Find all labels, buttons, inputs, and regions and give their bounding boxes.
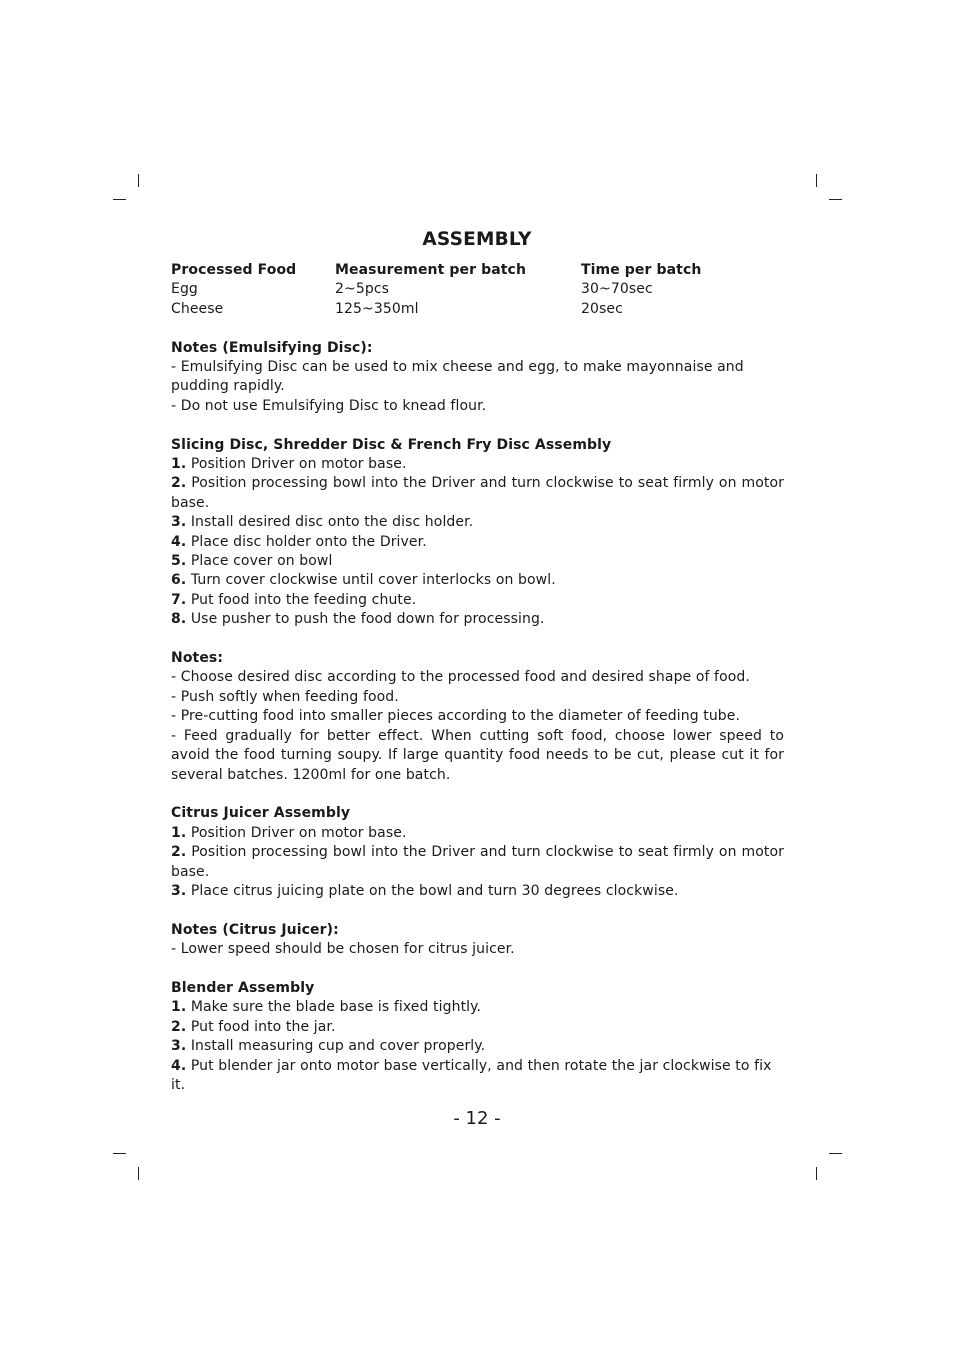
table-header: Time per batch	[581, 262, 702, 278]
step-number: 2.	[171, 844, 187, 861]
note-item: - Feed gradually for better effect. When cutting soft food, choose lower speed to avoid the food turning soupy. If large quantity food needs to be cut, please cut it for several batches. 1200ml for one batch.	[171, 727, 784, 783]
section-heading: Notes:	[171, 650, 224, 667]
crop-mark	[138, 174, 139, 187]
step-text: Turn cover clockwise until cover interlocks on bowl.	[190, 572, 556, 589]
step-number: 2.	[171, 1018, 187, 1035]
page-number: - 12 -	[453, 1108, 501, 1129]
notes-emulsifying-section	[171, 339, 784, 417]
step-text: Put food into the feeding chute.	[190, 591, 417, 608]
note-item: - Choose desired disc according to the processed food and desired shape of food.	[171, 669, 750, 686]
step-text: Make sure the blade base is fixed tightly.	[190, 999, 482, 1016]
table-cell: Cheese	[171, 300, 224, 317]
step-text: Install desired disc onto the disc holder.	[190, 514, 474, 531]
step-item	[171, 455, 784, 474]
step-number: 3.	[171, 1038, 187, 1055]
table-row	[171, 300, 784, 319]
note-item: - Push softly when feeding food.	[171, 688, 399, 705]
citrus-assembly-section	[171, 804, 784, 901]
crop-mark	[138, 1167, 139, 1180]
step-number: 5.	[171, 553, 187, 570]
step-item	[171, 843, 784, 882]
step-item	[171, 1057, 784, 1096]
step-item	[171, 1018, 784, 1037]
step-number: 1.	[171, 999, 187, 1016]
crop-mark	[816, 1167, 817, 1180]
notes-general-section	[171, 649, 784, 785]
step-text: Place citrus juicing plate on the bowl and turn 30 degrees clockwise.	[190, 882, 679, 899]
step-number: 1.	[171, 456, 187, 473]
section-heading: Blender Assembly	[171, 979, 315, 996]
table-cell: 30~70sec	[581, 281, 653, 298]
slicing-assembly-section	[171, 436, 784, 630]
step-text: Place cover on bowl	[190, 553, 333, 570]
step-item	[171, 1037, 784, 1056]
document-body	[171, 261, 784, 1095]
step-item	[171, 552, 784, 571]
table-header-row	[171, 261, 784, 280]
step-number: 8.	[171, 611, 187, 628]
step-item	[171, 474, 784, 513]
section-heading: Notes (Citrus Juicer):	[171, 921, 339, 938]
crop-mark	[113, 199, 126, 200]
notes-citrus-section	[171, 921, 784, 960]
note-item: - Emulsifying Disc can be used to mix cheese and egg, to make mayonnaise and pudding rapidly.	[171, 359, 744, 395]
note-item: - Do not use Emulsifying Disc to knead flour.	[171, 397, 487, 414]
step-item	[171, 998, 784, 1017]
step-item	[171, 610, 784, 629]
table-cell: 125~350ml	[335, 300, 419, 317]
step-text: Place disc holder onto the Driver.	[190, 533, 427, 550]
step-text: Position Driver on motor base.	[190, 456, 407, 473]
table-row	[171, 280, 784, 299]
step-text: Put food into the jar.	[190, 1018, 336, 1035]
table-cell: 20sec	[581, 300, 623, 317]
blender-assembly-section	[171, 979, 784, 1095]
step-number: 7.	[171, 591, 187, 608]
section-heading: Notes (Emulsifying Disc):	[171, 339, 373, 356]
step-text: Install measuring cup and cover properly.	[190, 1038, 486, 1055]
crop-mark	[816, 174, 817, 187]
step-item	[171, 533, 784, 552]
step-text: Use pusher to push the food down for processing.	[190, 611, 545, 628]
table-cell: 2~5pcs	[335, 281, 390, 298]
step-item	[171, 824, 784, 843]
step-item	[171, 882, 784, 901]
table-header: Processed Food	[171, 262, 297, 278]
table-cell: Egg	[171, 281, 198, 298]
step-number: 4.	[171, 533, 187, 550]
step-text: Position processing bowl into the Driver and turn clockwise to seat firmly on motor base.	[171, 844, 784, 880]
step-item	[171, 513, 784, 532]
crop-mark	[113, 1153, 126, 1154]
table-header: Measurement per batch	[335, 262, 527, 278]
crop-mark	[829, 199, 842, 200]
step-number: 1.	[171, 824, 187, 841]
step-number: 2.	[171, 475, 187, 492]
step-number: 3.	[171, 514, 187, 531]
step-item	[171, 571, 784, 590]
step-item	[171, 591, 784, 610]
processing-table	[171, 261, 784, 319]
note-item: - Lower speed should be chosen for citrus juicer.	[171, 941, 515, 958]
crop-mark	[829, 1153, 842, 1154]
note-item: - Pre-cutting food into smaller pieces according to the diameter of feeding tube.	[171, 708, 741, 725]
section-heading: Citrus Juicer Assembly	[171, 805, 351, 822]
step-number: 3.	[171, 882, 187, 899]
step-text: Put blender jar onto motor base vertically, and then rotate the jar clockwise to fix it.	[171, 1057, 772, 1093]
section-heading: Slicing Disc, Shredder Disc & French Fry Disc Assembly	[171, 436, 612, 453]
page-title: ASSEMBLY	[422, 229, 532, 250]
step-text: Position processing bowl into the Driver and turn clockwise to seat firmly on motor base.	[171, 475, 784, 511]
step-number: 6.	[171, 572, 187, 589]
step-number: 4.	[171, 1057, 187, 1074]
step-text: Position Driver on motor base.	[190, 824, 407, 841]
